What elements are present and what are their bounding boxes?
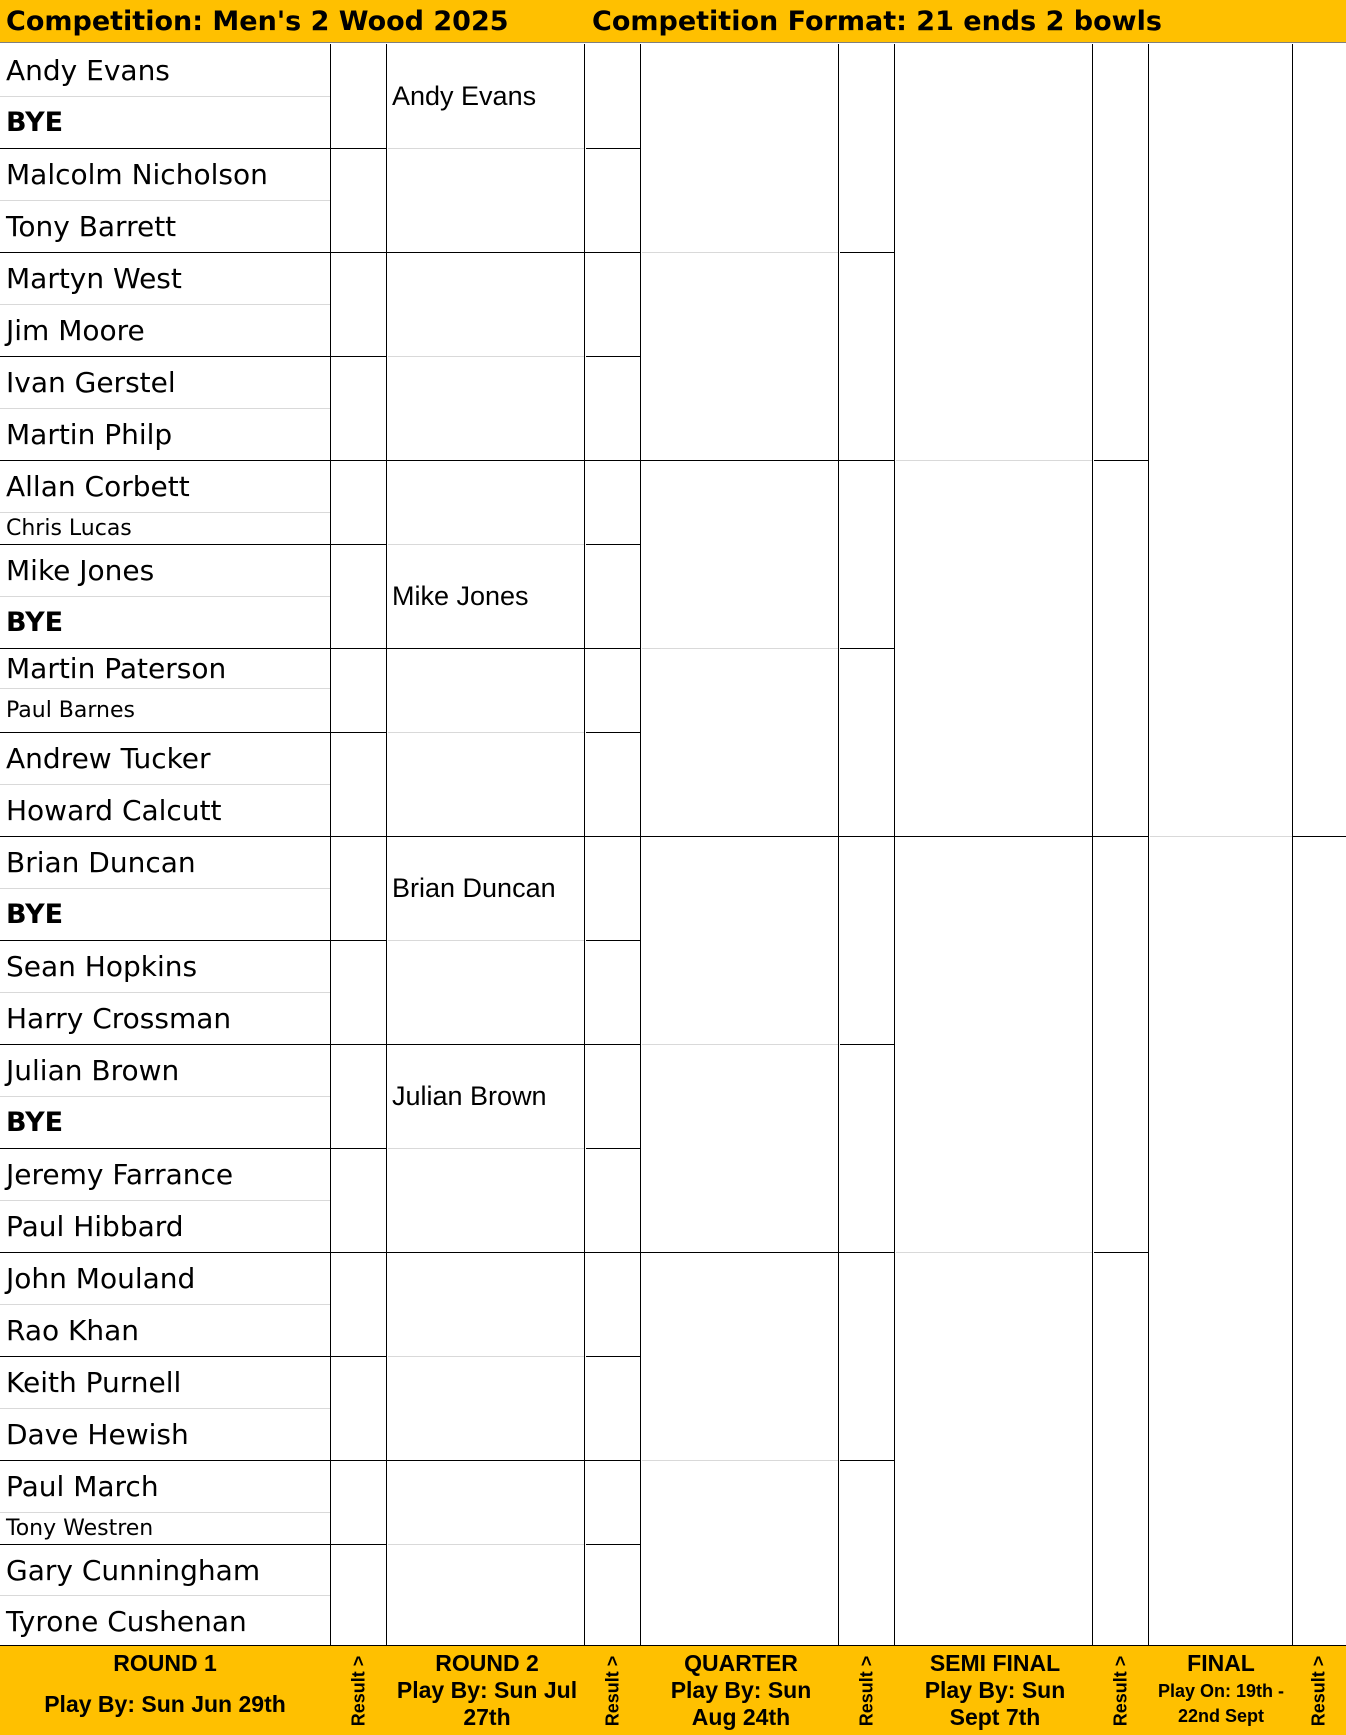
quarter-slot-divider (642, 1460, 838, 1461)
result-label: Result > (1110, 1655, 1131, 1726)
bye-slot: BYE (6, 1107, 64, 1138)
quarter-border (640, 460, 894, 461)
round2-slot-divider (388, 1356, 584, 1357)
player-name: Howard Calcutt (6, 794, 222, 827)
match-border (0, 940, 386, 941)
player-name: Allan Corbett (6, 470, 190, 503)
competition-title: Competition: Men's 2 Wood 2025 (6, 6, 509, 37)
match-border (0, 836, 386, 837)
round2-border (386, 836, 640, 837)
semi-date-line2: Sept 7th (949, 1704, 1041, 1730)
quarter-slot-divider (642, 252, 838, 253)
column-border (1292, 44, 1293, 1735)
round2-result-divider (586, 732, 640, 733)
player-name: Paul March (6, 1470, 159, 1503)
final-footer (1150, 1646, 1292, 1735)
final-date-line1: Play On: 19th - (1157, 1681, 1285, 1701)
match-border (0, 544, 386, 545)
round2-result-divider (586, 1356, 640, 1357)
result-label: Result > (856, 1655, 877, 1726)
quarter-result-divider (840, 1460, 894, 1461)
match-border (0, 356, 386, 357)
round2-slot-divider (388, 940, 584, 941)
column-border (1148, 44, 1149, 1735)
round2-winner: Julian Brown (392, 1081, 547, 1111)
player-name: Brian Duncan (6, 846, 196, 879)
player-name: Malcolm Nicholson (6, 158, 268, 191)
round2-slot-divider (388, 544, 584, 545)
player-name: Tyrone Cushenan (6, 1604, 247, 1638)
round2-border (386, 460, 640, 461)
round2-slot-divider (388, 732, 584, 733)
round2-result-divider (586, 544, 640, 545)
round2-border (386, 1252, 640, 1253)
match-border (0, 252, 386, 253)
player-name: Martyn West (6, 262, 182, 295)
round2-result-divider (586, 148, 640, 149)
match-border (0, 648, 386, 649)
pair-divider (0, 1595, 330, 1596)
column-border (838, 44, 839, 1735)
result-label: Result > (602, 1655, 623, 1726)
final-date-line2: 22nd Sept (1177, 1706, 1265, 1726)
round2-winner: Mike Jones (392, 581, 529, 611)
match-border (0, 1356, 386, 1357)
column-border (330, 44, 331, 1735)
player-name: Keith Purnell (6, 1366, 182, 1399)
player-name: Andy Evans (6, 54, 170, 87)
round2-border (386, 252, 640, 253)
match-border (0, 460, 386, 461)
pair-divider (0, 888, 330, 889)
column-border (894, 44, 895, 1735)
player-name: Chris Lucas (6, 516, 132, 541)
bye-slot: BYE (6, 607, 64, 638)
pair-divider (0, 200, 330, 201)
player-name: Rao Khan (6, 1314, 140, 1347)
semi-result-divider (1094, 460, 1148, 461)
round2-date-line2: 27th (463, 1704, 511, 1730)
final-title: FINAL (1187, 1650, 1255, 1676)
pair-divider (0, 992, 330, 993)
round2-slot-divider (388, 148, 584, 149)
column-border (386, 44, 387, 1735)
pair-divider (0, 784, 330, 785)
match-border (0, 1148, 386, 1149)
player-name: Martin Philp (6, 418, 173, 451)
match-border (0, 1252, 386, 1253)
column-border (584, 44, 585, 1735)
round2-winner: Andy Evans (392, 81, 537, 111)
player-name: Ivan Gerstel (6, 366, 176, 399)
column-border (640, 44, 641, 1735)
pair-divider (0, 1200, 330, 1201)
round2-result-divider (586, 940, 640, 941)
player-name: Gary Cunningham (6, 1553, 261, 1587)
semi-date-line1: Play By: Sun (924, 1677, 1066, 1703)
quarter-slot-divider (642, 648, 838, 649)
semi-result-divider (1094, 1252, 1148, 1253)
player-name: Martin Paterson (6, 652, 227, 685)
round2-footer (388, 1646, 586, 1735)
round2-slot-divider (388, 1148, 584, 1149)
quarter-result-divider (840, 648, 894, 649)
quarter-border (640, 836, 894, 837)
player-name: Harry Crossman (6, 1002, 232, 1035)
round2-date-line1: Play By: Sun Jul (396, 1677, 578, 1703)
round1-title: ROUND 1 (113, 1650, 217, 1676)
player-name: Julian Brown (6, 1054, 180, 1087)
player-name: Andrew Tucker (6, 742, 211, 775)
pair-divider (0, 408, 330, 409)
semi-title: SEMI FINAL (929, 1650, 1061, 1676)
player-name: Paul Hibbard (6, 1210, 184, 1243)
pair-divider (0, 1096, 330, 1097)
semi-border (894, 836, 1148, 837)
column-border (1092, 44, 1093, 1735)
quarter-result-divider (840, 252, 894, 253)
semi-slot-divider (896, 460, 1092, 461)
quarter-footer (642, 1646, 840, 1735)
quarter-title: QUARTER (684, 1650, 798, 1676)
player-name: Tony Westren (6, 1516, 154, 1541)
quarter-slot-divider (642, 1044, 838, 1045)
player-name: Dave Hewish (6, 1418, 189, 1451)
round2-slot-divider (388, 356, 584, 357)
player-name: Sean Hopkins (6, 950, 198, 983)
pair-divider (0, 596, 330, 597)
round2-title: ROUND 2 (435, 1650, 539, 1676)
round1-footer (0, 1646, 330, 1735)
quarter-date-line2: Aug 24th (691, 1704, 791, 1730)
round2-border (386, 1044, 640, 1045)
round2-result-divider (586, 1148, 640, 1149)
round1-date: Play By: Sun Jun 29th (44, 1691, 286, 1717)
player-name: Jim Moore (6, 314, 145, 347)
pair-divider (0, 512, 330, 513)
player-name: Tony Barrett (6, 210, 177, 243)
final-result-divider (1292, 836, 1346, 837)
result-label: Result > (1308, 1655, 1329, 1726)
pair-divider (0, 96, 330, 97)
quarter-border (640, 1252, 894, 1253)
semi-footer (896, 1646, 1094, 1735)
round2-result-divider (586, 1544, 640, 1545)
match-border (0, 1460, 386, 1461)
header-bar (0, 0, 1346, 43)
round2-border (386, 1460, 640, 1461)
match-border (0, 1044, 386, 1045)
pair-divider (0, 1512, 330, 1513)
round2-result-divider (586, 356, 640, 357)
result-label: Result > (348, 1655, 369, 1726)
match-border (0, 732, 386, 733)
round2-slot-divider (388, 1544, 584, 1545)
quarter-date-line1: Play By: Sun (670, 1677, 812, 1703)
pair-divider (0, 1408, 330, 1409)
round2-border (386, 648, 640, 649)
match-border (0, 148, 386, 149)
pair-divider (0, 688, 330, 689)
player-name: Jeremy Farrance (6, 1158, 234, 1191)
bye-slot: BYE (6, 899, 64, 930)
round2-winner: Brian Duncan (392, 873, 556, 903)
competition-format: Competition Format: 21 ends 2 bowls (592, 6, 1162, 37)
player-name: Mike Jones (6, 554, 155, 587)
final-slot-divider (1150, 836, 1292, 837)
pair-divider (0, 1304, 330, 1305)
pair-divider (0, 304, 330, 305)
bye-slot: BYE (6, 107, 64, 138)
player-name: Paul Barnes (6, 698, 135, 723)
player-name: John Mouland (6, 1262, 196, 1295)
quarter-result-divider (840, 1044, 894, 1045)
match-border (0, 1544, 386, 1545)
semi-slot-divider (896, 1252, 1092, 1253)
